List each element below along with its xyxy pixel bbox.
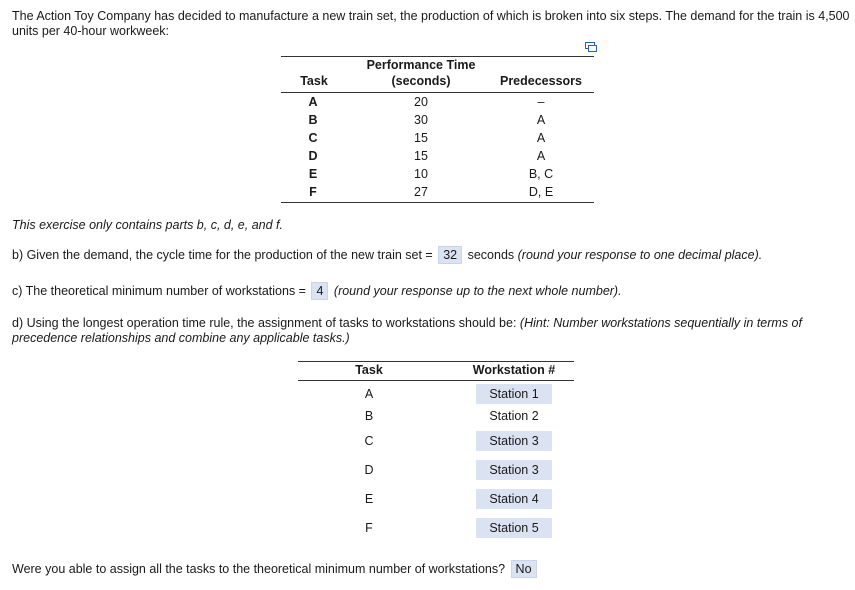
ws-task-cell: C xyxy=(364,434,374,448)
final-question-text: Were you able to assign all the tasks to the theoretical minimum number of workstations? xyxy=(12,562,506,576)
predecessor-cell: A xyxy=(536,113,546,127)
time-cell: 30 xyxy=(414,113,428,127)
station-select[interactable]: Station 3 xyxy=(476,431,552,451)
time-cell: 20 xyxy=(414,95,428,109)
min-workstations-answer[interactable]: 4 xyxy=(311,282,328,300)
part-d xyxy=(12,316,847,346)
ws-task-header: Task xyxy=(355,363,383,377)
part-b-note: (round your response to one decimal place). xyxy=(517,248,763,262)
task-cell: E xyxy=(308,167,318,181)
time-cell: 27 xyxy=(414,185,428,199)
exercise-instruction: This exercise only contains parts b, c, d, e, and f. xyxy=(12,218,283,232)
station-select[interactable]: Station 5 xyxy=(476,518,552,538)
task-header: Task xyxy=(300,74,328,88)
task-cell: F xyxy=(309,185,317,199)
station-select[interactable]: Station 4 xyxy=(476,489,552,509)
part-b xyxy=(12,246,762,264)
problem-intro: The Action Toy Company has decided to manufacture a new train set, the production of which is broken into six steps. The demand for the train is 4,500 units per 40-hour workweek: xyxy=(12,9,850,38)
performance-time-header: Performance Time xyxy=(366,58,476,72)
task-cell: A xyxy=(308,95,318,109)
ws-task-cell: F xyxy=(365,521,373,535)
copy-icon[interactable] xyxy=(585,42,597,52)
ws-task-cell: B xyxy=(364,409,374,423)
part-c xyxy=(12,282,622,300)
ws-task-cell: A xyxy=(364,387,374,401)
part-b-prefix: b) Given the demand, the cycle time for the production of the new train set = xyxy=(12,248,433,262)
time-cell: 15 xyxy=(414,149,428,163)
ws-task-cell: E xyxy=(364,492,374,506)
predecessor-cell: D, E xyxy=(528,185,554,199)
ws-task-cell: D xyxy=(364,463,374,477)
part-c-prefix: c) The theoretical minimum number of workstations = xyxy=(12,284,306,298)
predecessor-cell: A xyxy=(536,131,546,145)
predecessors-header: Predecessors xyxy=(499,74,582,88)
task-cell: C xyxy=(308,131,318,145)
station-select[interactable]: Station 3 xyxy=(476,460,552,480)
time-cell: 15 xyxy=(414,131,428,145)
part-b-unit: seconds xyxy=(467,248,515,262)
predecessor-cell: B, C xyxy=(528,167,554,181)
cycle-time-answer[interactable]: 32 xyxy=(438,246,462,264)
part-c-note: (round your response up to the next whole number). xyxy=(333,284,622,298)
final-answer[interactable]: No xyxy=(511,560,537,578)
station-select[interactable]: Station 1 xyxy=(476,384,552,404)
part-d-prefix: d) Using the longest operation time rule, the assignment of tasks to workstations should be: xyxy=(12,316,517,330)
predecessor-cell: A xyxy=(536,149,546,163)
ws-station-header: Workstation # xyxy=(472,363,556,377)
task-cell: B xyxy=(308,113,318,127)
predecessor-cell: – xyxy=(537,95,545,109)
station-select[interactable]: Station 2 xyxy=(489,409,539,423)
performance-time-unit: (seconds) xyxy=(391,74,451,88)
part-d-hint: (Hint: Number workstations sequentially in terms of precedence relationships and combine any applicable tasks.) xyxy=(12,316,802,345)
final-question xyxy=(12,560,539,578)
time-cell: 10 xyxy=(414,167,428,181)
task-cell: D xyxy=(308,149,318,163)
